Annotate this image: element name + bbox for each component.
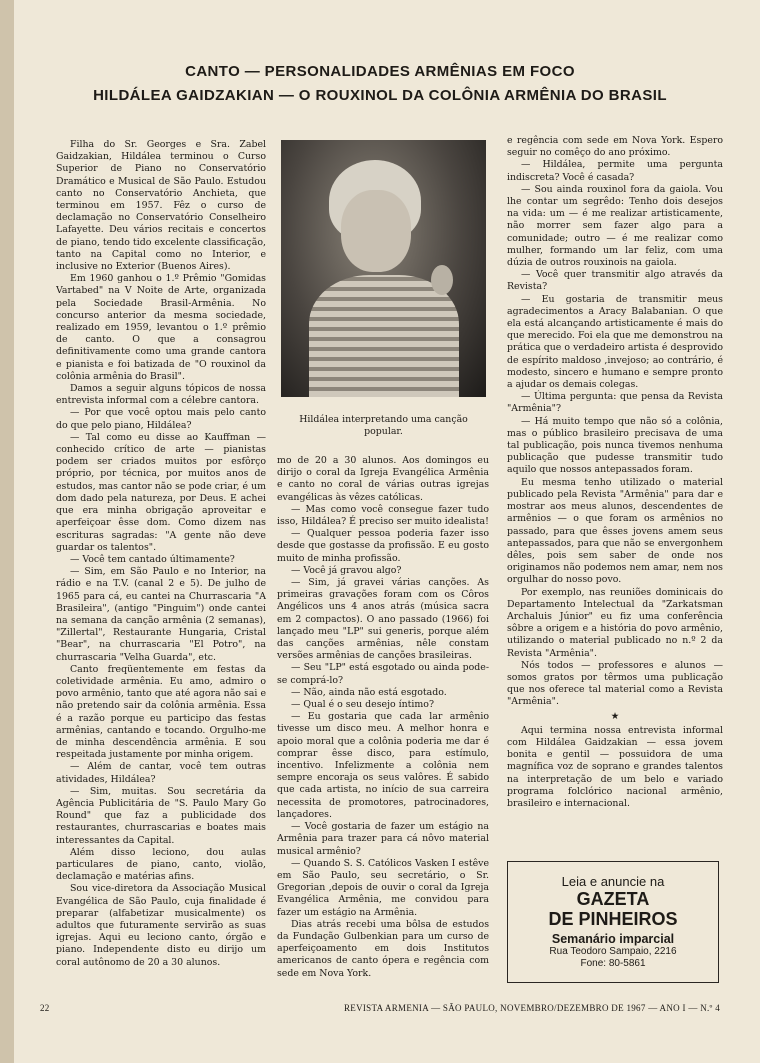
question: — Você gostaria de fazer um estágio na Armênia para trazer para cá nôvo material musical armênio? (277, 821, 489, 857)
star-separator-icon: ★ (610, 710, 620, 722)
answer: — Sim, já gravei várias canções. As primeiras gravações foram com os Côros Angélicos uns 4 anos atrás (música sacra em 2 compactos). O ano passado (1966) foi lançado meu "LP" sui generis, porque além das canções armênias, nêle constam versões armênias de canções brasileiras. (277, 577, 489, 662)
question: — Por que você optou mais pelo canto do que pelo piano, Hildálea? (56, 407, 266, 431)
singer-photo (281, 140, 486, 397)
ad-brand-line1: GAZETA (576, 889, 650, 909)
question: — Seu "LP" está esgotado ou ainda pode-se comprá-lo? (277, 662, 489, 686)
article-column-3 (507, 135, 723, 865)
question: — Além de cantar, você tem outras atividades, Hildálea? (56, 761, 266, 785)
answer: — Sim, em São Paulo e no Interior, na rádio e na T.V. (canal 2 e 5). De julho de 1965 para cá, eu cantei na Churrascaria "A Brasileira", (antigo "Pinguim") onde cantei na semana da canção armênia (2 semanas), "Zillertal", Restaurante Hungaria, Cristal "Bear", na churrascaria "El Potro", na churrascaria "Velha Guarda", etc. (56, 566, 266, 663)
answer: — Não, ainda não está esgotado. (291, 686, 447, 698)
article-column-1 (56, 139, 266, 1037)
ad-tagline: Leia e anuncie na (561, 874, 665, 889)
closing-paragraph: Aqui termina nossa entrevista informal com Hildálea Gaidzakian — essa jovem bonita e gentil — possuidora de uma magnífica voz de soprano e grandes talentos na interpretação de um belo e variado programa folclórico nacional armênio, brasileiro e internacional. (507, 724, 723, 809)
photo-caption: Hildálea interpretando uma canção popular. (299, 414, 468, 437)
ad-brand-line2: DE PINHEIROS (548, 909, 678, 929)
question: — Hildálea, permite uma pergunta indiscreta? Você é casada? (507, 159, 723, 183)
photo-face-shape (341, 190, 411, 272)
question: — Você já gravou algo? (291, 564, 402, 576)
answer: — Qualquer pessoa poderia fazer isso desde que gostasse da profissão. E eu gosto muito de minha profissão. (277, 528, 489, 564)
paragraph: Além disso leciono, dou aulas particulares de piano, canto, violão, declamação e matérias afins. (56, 846, 266, 883)
paragraph: Nós todos — professores e alunos — somos gratos por têrmos uma publicação que nos oferece tal material como a Revista "Armênia". (507, 659, 723, 708)
article-title: HILDÁLEA GAIDZAKIAN — O ROUXINOL DA COLÔNIA ARMÊNIA DO BRASIL (93, 87, 667, 104)
paragraph: mo de 20 a 30 alunos. Aos domingos eu dirijo o coral da Igreja Evangélica Armênia e canto no coral de várias outras igrejas evangélicas às vêzes católicas. (277, 455, 489, 503)
question: — Mas como você consegue fazer tudo isso, Hildálea? É preciso ser muito idealista! (277, 503, 489, 528)
answer: — Eu gostaria que cada lar armênio tivesse um disco meu. A melhor honra e apoio moral que a colônia poderia me dar é comprar êsse disco, para estímulo, incentivo. Infelizmente a colônia nem sempre encoraja os seus valôres. É sabido que cada artista, no início de sua carreira necessita de promotores, patrocinadores, lançadores. (277, 711, 489, 820)
paragraph: e regência com sede em Nova York. Espero seguir no comêço do ano próximo. (507, 135, 723, 159)
ad-address: Rua Teodoro Sampaio, 2216 (549, 946, 677, 957)
paragraph: Canto freqüentemente em festas da coletividade armênia. Eu amo, admiro o povo armênio, tanto que até agora não sai e não pretendo sair da colônia armênia. Essa é a razão porque eu participo das festas armênias, cantando e tocando. Orgulho-me de minha descendência armênia. E sou respeitada justamente por minha origem. (56, 663, 266, 761)
question: — Última pergunta: que pensa da Revista "Armênia"? (507, 391, 723, 415)
question: — Você tem cantado últimamente? (70, 553, 235, 565)
paragraph: Por exemplo, nas reuniões dominicais do Departamento Intelectual da "Zarkatsman Archaluis Júnior" eu fiz uma conferência sôbre a origem e a história do povo armênio, utilizando o material publicado no n.º 2 da Revista "Armênia". (507, 586, 723, 659)
page-edge-shadow (0, 0, 14, 1063)
answer: — Sim, muitas. Sou secretária da Agência Publicitária de "S. Paulo Mary Go Round" que faz a publicidade dos restaurantes, churrascarias e boates mais interessantes da Capital. (56, 785, 266, 846)
paragraph: Em 1960 ganhou o 1.º Prêmio "Gomidas Vartabed" na V Noite de Arte, organizada pela Sociedade Brasil-Armênia. No concurso anterior da mesma sociedade, realizado em 1959, levantou o 1.º prêmio de canto. O que a consagrou definitivamente como uma grande cantora e pianista e foi batizada de "O rouxinol da colônia armênia do Brasil". (56, 273, 266, 382)
article-column-2 (277, 455, 489, 1037)
paragraph: Filha do Sr. Georges e Sra. Zabel Gaidzakian, Hildálea terminou o Curso Superior de Piano no Conservatório Dramático e Musical de São Paulo. Estudou canto no Conservatório Anchieta, que terminou em 1957. Fêz o curso de declamação no Conservatório Conselheiro Lafayette. Deu vários recitais e concertos de piano, tendo tido excelente classificação, tanto na Capital como no Interior, e inclusive no Exterior (Buenos Aires). (56, 139, 266, 273)
gazeta-advertisement (507, 861, 719, 983)
answer: — Sou ainda rouxinol fora da gaiola. Vou lhe contar um segrêdo: Tenho dois desejos na vida: um — é me realizar artisticamente, não morrer sem fazer algo para a comunidade; outro — é me realizar como mulher, formando um lar feliz, com uma dúzia de outros rouxinois na gaiola. (507, 183, 723, 269)
answer: — Tal como eu disse ao Kauffman — conhecido crítico de arte — pianistas podem ser criados muitos por esfôrço próprio, por técnica, por muitos anos de estudos, mas cantor não se pode criar, é um dom dado pela natureza, por Deus. E achei que era minha obrigação aproveitar e aperfeiçoar êsse dom. Como dizem nas escrituras sagradas: "A gente não deve guardar os talentos". (56, 431, 266, 553)
answer: — Quando S. S. Católicos Vasken I estêve em São Paulo, seu secretário, o Sr. Gregorian ,depois de ouvir o coral da Igreja Evangélica Armênia, me convidou para fazer um estágio na Armênia. (277, 857, 489, 918)
ad-subtitle: Semanário imparcial (551, 932, 675, 946)
question: — Qual é o seu desejo íntimo? (291, 699, 434, 711)
section-title: CANTO — PERSONALIDADES ARMÊNIAS EM FOCO (185, 63, 575, 80)
answer: — Há muito tempo que não só a colônia, mas o público brasileiro precisava de uma tal publicação, pois nunca tivemos nenhuma publicação que pudesse transmitir tudo aquilo que nossos antepassados foram. (507, 415, 723, 476)
footer-publication-info: REVISTA ARMENIA — SÃO PAULO, NOVEMBRO/DEZEMBRO DE 1967 — ANO I — N.º 4 (343, 1003, 720, 1013)
paragraph: Damos a seguir alguns tópicos de nossa entrevista informal com a célebre cantora. (56, 383, 266, 407)
paragraph: Dias atrás recebi uma bôlsa de estudos da Fundação Gulbenkian para um curso de aperfeiçoamento em dois Institutos americanos de canto ópera e regência com sede em Nova York. (277, 918, 489, 979)
paragraph: Eu mesma tenho utilizado o material publicado pela Revista "Armênia" para dar e mostrar aos meus alunos, descendentes de armênios — o que foram os armênios no passado, para que êsses jovens amem seus antepassados, para que não se envergonhem dêles, pois sem saber de onde nos originamos não podemos nem amar, nem nos orgulhar do nosso povo. (507, 476, 723, 586)
page-number: 22 (40, 1003, 50, 1013)
answer: — Eu gostaria de transmitir meus agradecimentos a Aracy Balabanian. O que ela está alcançando artisticamente é mais do que merecido. Foi ela que me demonstrou na prática que o verdadeiro artista é desprovido de espírito maldoso ,invejoso; ao contrário, é modesto, sincero e humano e sempre pronto a ajudar os demais colegas. (507, 293, 723, 391)
ad-phone: Fone: 80-5861 (580, 958, 646, 969)
microphone-icon (431, 265, 453, 295)
paragraph: Sou vice-diretora da Associação Musical Evangélica de São Paulo, cuja finalidade é preparar (alfabetizar musicalmente) os adultos que futuramente servirão as suas igrejas. Aqui eu leciono canto, órgão e piano. Independente disto eu dirijo um coral autônomo de 20 a 30 alunos. (56, 883, 266, 968)
question: — Você quer transmitir algo através da Revista? (507, 269, 723, 293)
